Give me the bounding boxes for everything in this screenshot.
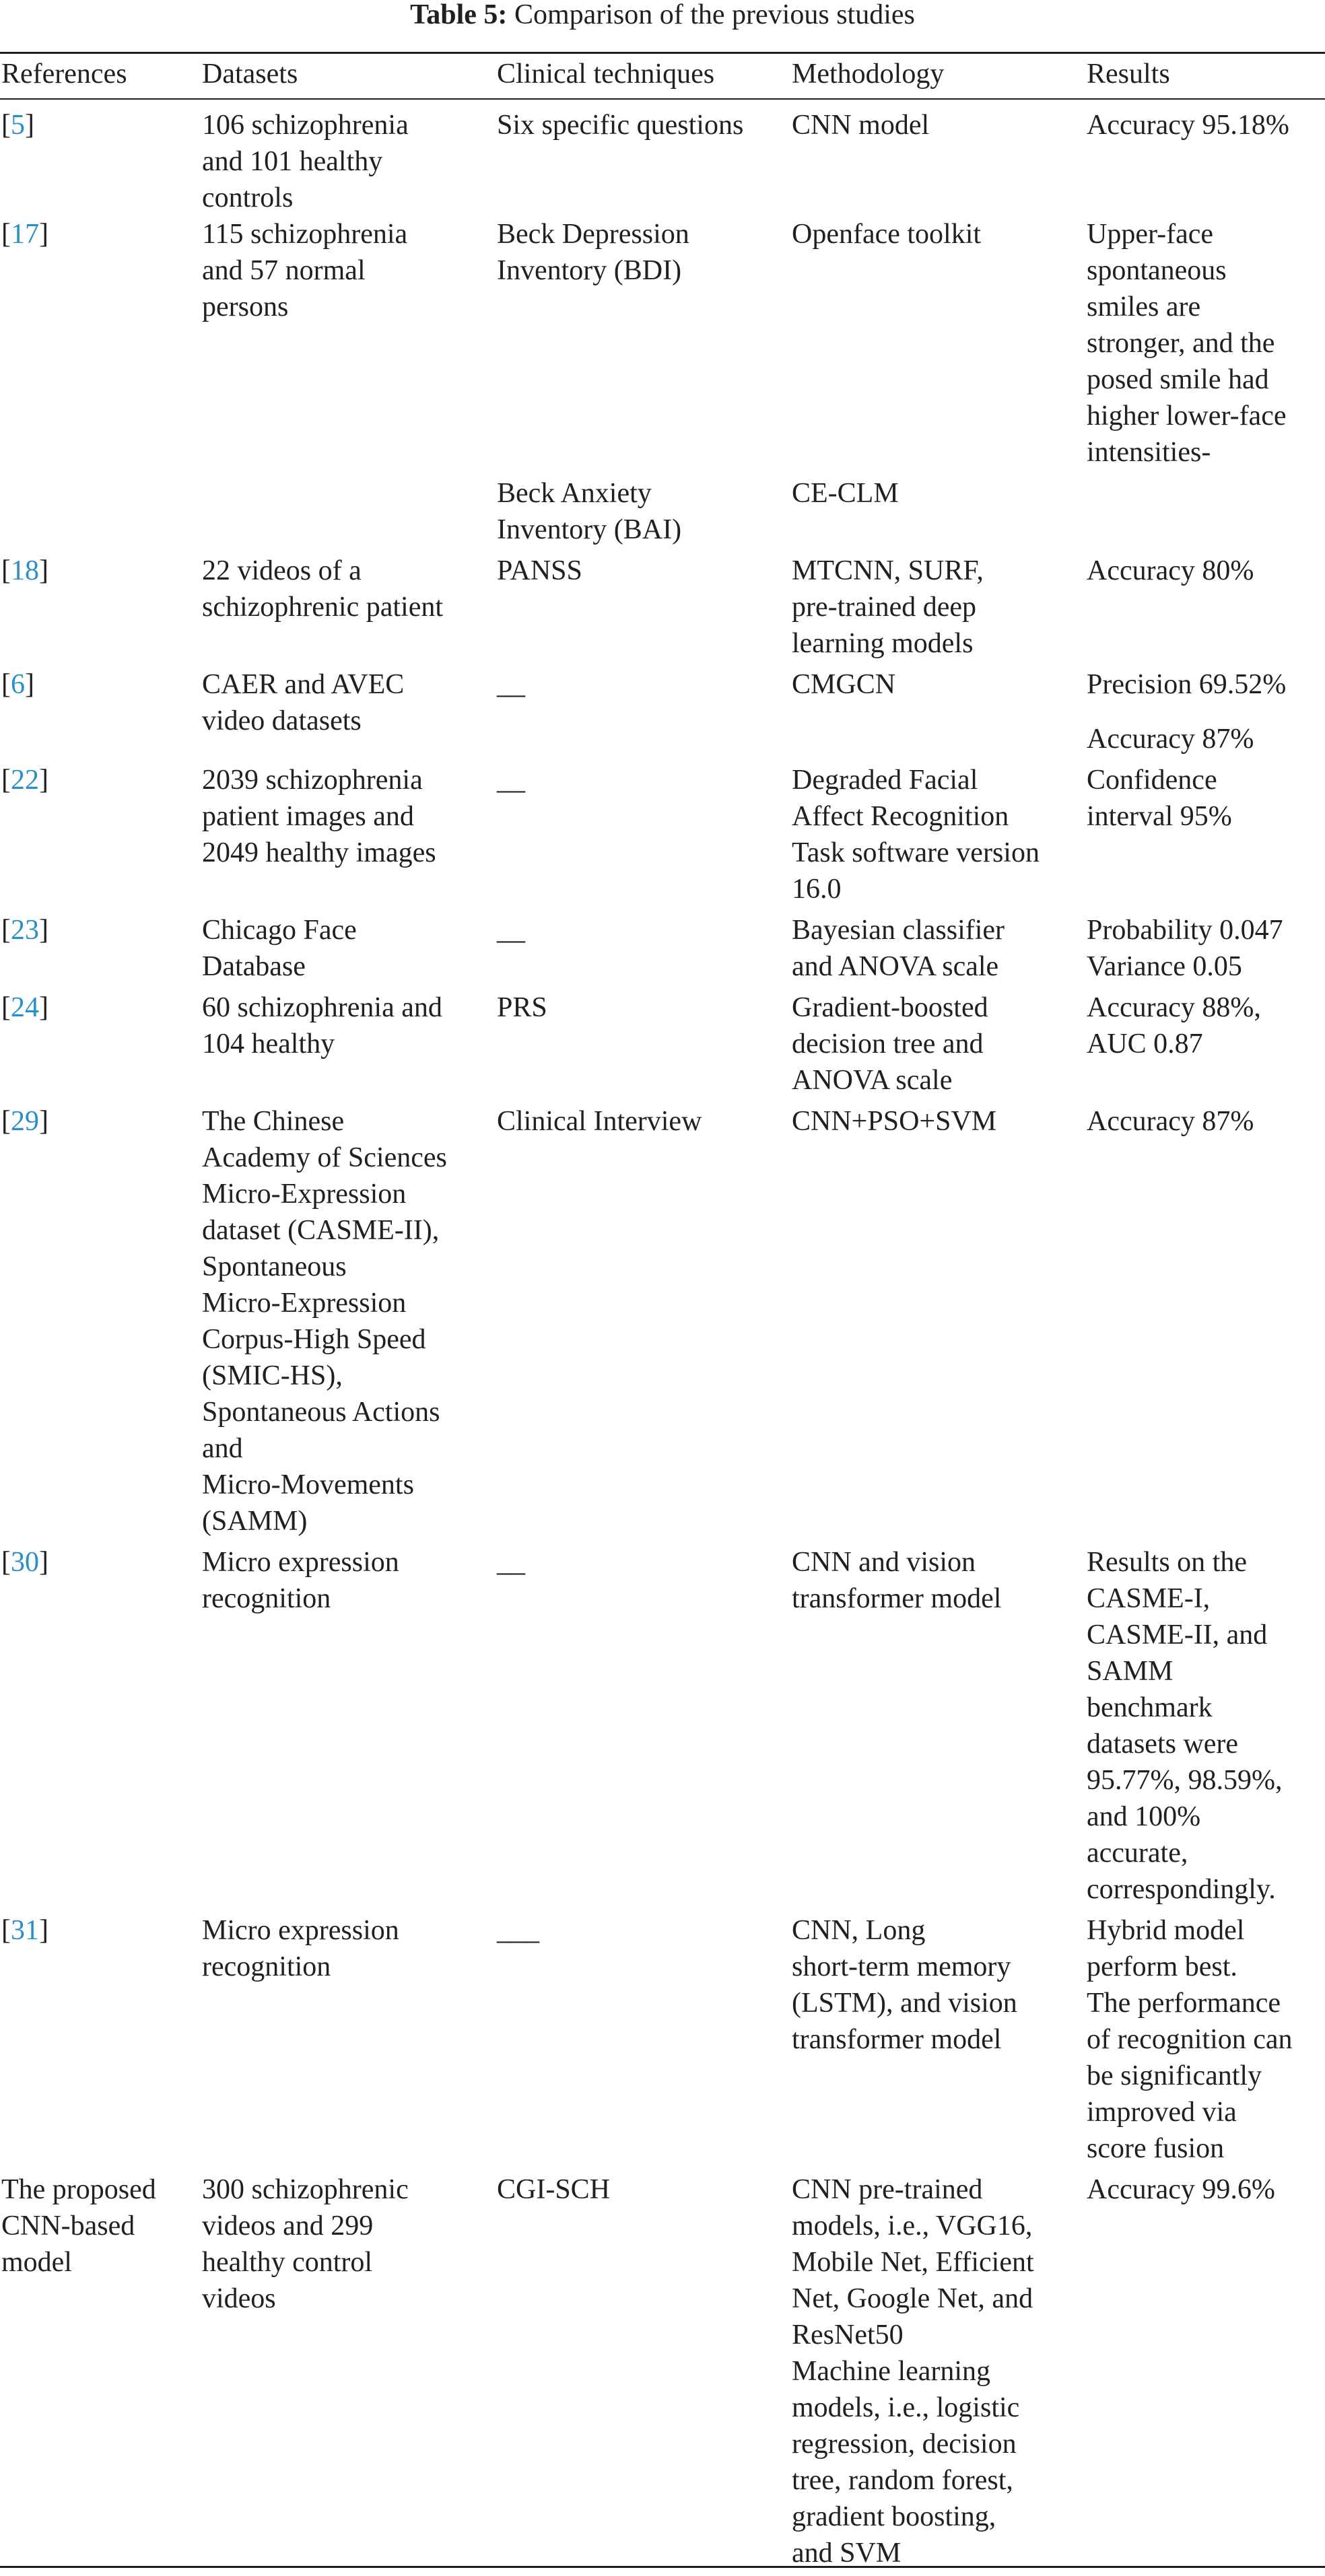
cell-text-line: perform best. bbox=[1087, 1951, 1237, 1982]
cell-text-line: 115 schizophrenia bbox=[202, 219, 408, 250]
cell-text-line: Accuracy 80% bbox=[1087, 555, 1254, 586]
cell-text-line: Results on the bbox=[1087, 1547, 1247, 1578]
cell-text-line: __ bbox=[497, 669, 525, 700]
cell-methodology bbox=[790, 912, 1085, 989]
cell-text-line: PANSS bbox=[497, 555, 582, 586]
table-row bbox=[0, 98, 1325, 216]
cell-reference bbox=[0, 2171, 201, 2576]
cell-text-line: patient images and bbox=[202, 801, 414, 832]
cell-text-line: gradient boosting, bbox=[792, 2501, 996, 2532]
cell-text-line: smiles are bbox=[1087, 291, 1201, 322]
cell-text-line: pre-trained deep bbox=[792, 592, 977, 623]
cell-text-line: ANOVA scale bbox=[792, 1065, 953, 1096]
cell-methodology bbox=[790, 989, 1085, 1103]
cell-text-line: 106 schizophrenia bbox=[202, 110, 409, 141]
cell-text-line: Gradient-boosted bbox=[792, 992, 988, 1023]
cell-methodology bbox=[790, 2171, 1085, 2576]
citation-link[interactable]: 29 bbox=[11, 1106, 39, 1137]
cell-text-line: CNN+PSO+SVM bbox=[792, 1106, 997, 1137]
cell-clinical-technique bbox=[496, 1103, 790, 1544]
header-methodology: Methodology bbox=[792, 59, 945, 90]
cell-text-line: Micro expression bbox=[202, 1915, 399, 1946]
table-row bbox=[0, 1912, 1325, 2171]
cell-text-line: Task software version bbox=[792, 837, 1040, 868]
cell-text-line: ___ bbox=[497, 1915, 539, 1946]
cell-text-line: Clinical Interview bbox=[497, 1106, 702, 1137]
header-row bbox=[0, 54, 1325, 98]
cell-text-line: and 101 healthy bbox=[202, 146, 383, 177]
cell-text-line: recognition bbox=[202, 1583, 331, 1614]
cell-text-line: (SAMM) bbox=[202, 1506, 308, 1537]
cell-text-line: and 57 normal bbox=[202, 255, 366, 286]
cell-text-line: schizophrenic patient bbox=[202, 592, 444, 623]
citation-link[interactable]: 31 bbox=[11, 1915, 39, 1946]
cell-results bbox=[1085, 553, 1325, 666]
table-row bbox=[0, 2171, 1325, 2576]
cell-text-line: Six specific questions bbox=[497, 110, 744, 141]
cell-text-line: regression, decision bbox=[792, 2429, 1017, 2460]
cell-text-line: The performance bbox=[1087, 1988, 1281, 2019]
citation-link[interactable]: 24 bbox=[11, 992, 39, 1023]
cell-clinical-technique bbox=[496, 2171, 790, 2576]
cell-text-line: Net, Google Net, and bbox=[792, 2283, 1033, 2314]
cell-clinical-technique bbox=[496, 762, 790, 912]
cell-text-line: of recognition can bbox=[1087, 2024, 1293, 2055]
cell-text-line: Micro-Expression bbox=[202, 1179, 407, 1210]
cell-text-line: Corpus-High Speed bbox=[202, 1324, 426, 1355]
cell-reference: [6] bbox=[1, 669, 34, 700]
cell-reference: [18] bbox=[1, 555, 48, 586]
cell-text-line: Upper-face bbox=[1087, 219, 1214, 250]
cell-text-line: 16.0 bbox=[792, 874, 842, 905]
table-row bbox=[0, 475, 1325, 553]
cell-clinical-technique bbox=[496, 1912, 790, 2171]
cell-text-line: Spontaneous Actions bbox=[202, 1397, 440, 1428]
cell-text-line: Bayesian classifier bbox=[792, 915, 1005, 946]
cell-reference: [23] bbox=[1, 915, 48, 946]
cell-clinical-technique bbox=[496, 216, 790, 475]
cell-text-line: (LSTM), and vision bbox=[792, 1988, 1017, 2019]
cell-datasets bbox=[201, 1912, 496, 2171]
cell-text-line: dataset (CASME-II), bbox=[202, 1215, 440, 1246]
cell-text-line: 300 schizophrenic bbox=[202, 2174, 409, 2205]
cell-text-line: __ bbox=[497, 765, 525, 796]
cell-text-line: Inventory (BDI) bbox=[497, 255, 682, 286]
cell-reference: [29] bbox=[1, 1106, 48, 1137]
cell-results bbox=[1085, 989, 1325, 1103]
table-row bbox=[0, 1103, 1325, 1544]
cell-text-line: Accuracy 87% bbox=[1087, 724, 1254, 755]
cell-text-line: tree, random forest, bbox=[792, 2465, 1013, 2496]
citation-link[interactable]: 5 bbox=[11, 110, 25, 141]
cell-text-line: and ANOVA scale bbox=[792, 951, 999, 982]
cell-results bbox=[1085, 762, 1325, 912]
cell-text-line: spontaneous bbox=[1087, 255, 1227, 286]
cell-datasets bbox=[201, 762, 496, 912]
cell-clinical-technique bbox=[496, 475, 790, 553]
cell-text-line: and SVM bbox=[792, 2538, 902, 2569]
cell-datasets bbox=[201, 989, 496, 1103]
cell-clinical-technique bbox=[496, 98, 790, 216]
comparison-table bbox=[0, 54, 1325, 2576]
cell-text-line: CNN model bbox=[792, 110, 930, 141]
cell-reference: [31] bbox=[1, 1915, 48, 1946]
cell-results bbox=[1085, 216, 1325, 475]
cell-text-line: The Chinese bbox=[202, 1106, 345, 1137]
cell-text-line: benchmark bbox=[1087, 1692, 1213, 1723]
cell-text-line: Accuracy 95.18% bbox=[1087, 110, 1289, 141]
cell-results bbox=[1085, 475, 1325, 553]
cell-text-line: intensities- bbox=[1087, 437, 1211, 468]
cell-text-line: models, i.e., VGG16, bbox=[792, 2211, 1033, 2241]
cell-text-line: interval 95% bbox=[1087, 801, 1232, 832]
cell-reference: [22] bbox=[1, 765, 48, 796]
cell-text-line: higher lower-face bbox=[1087, 401, 1287, 431]
cell-results bbox=[1085, 98, 1325, 216]
cell-text-line: models, i.e., logistic bbox=[792, 2392, 1020, 2423]
header-results: Results bbox=[1087, 59, 1170, 90]
cell-text-line: Chicago Face bbox=[202, 915, 357, 946]
cell-text-line: 2039 schizophrenia bbox=[202, 765, 423, 796]
cell-datasets bbox=[201, 912, 496, 989]
citation-link[interactable]: 23 bbox=[11, 915, 39, 946]
citation-link[interactable]: 6 bbox=[11, 669, 25, 700]
cell-text-line: posed smile had bbox=[1087, 364, 1269, 395]
cell-text-line: Beck Depression bbox=[497, 219, 689, 250]
cell-methodology bbox=[790, 98, 1085, 216]
cell-text-line: CNN and vision bbox=[792, 1547, 976, 1578]
cell-text-line: datasets were bbox=[1087, 1729, 1239, 1760]
table-row bbox=[0, 666, 1325, 762]
cell-text-line: Mobile Net, Efficient bbox=[792, 2247, 1034, 2278]
cell-reference: [30] bbox=[1, 1547, 48, 1578]
cell-clinical-technique bbox=[496, 1544, 790, 1912]
citation-link[interactable]: 30 bbox=[11, 1547, 39, 1578]
cell-clinical-technique bbox=[496, 912, 790, 989]
cell-text-line: ResNet50 bbox=[792, 2320, 904, 2351]
table-caption-label: Table 5: bbox=[410, 0, 508, 30]
cell-clinical-technique bbox=[496, 989, 790, 1103]
cell-text-line: CAER and AVEC bbox=[202, 669, 405, 700]
cell-text-line: persons bbox=[202, 291, 289, 322]
cell-text-line: CGI-SCH bbox=[497, 2174, 611, 2205]
cell-reference: [5] bbox=[1, 110, 34, 141]
cell-text-line: Accuracy 99.6% bbox=[1087, 2174, 1275, 2205]
cell-text-line: PRS bbox=[497, 992, 547, 1023]
cell-datasets bbox=[201, 1103, 496, 1544]
header-clinical-techniques: Clinical techniques bbox=[497, 59, 715, 90]
cell-reference bbox=[0, 475, 201, 553]
header-references: References bbox=[1, 59, 127, 90]
cell-text-line: Micro expression bbox=[202, 1547, 399, 1578]
cell-text-line: SAMM bbox=[1087, 1656, 1174, 1687]
citation-link[interactable]: 18 bbox=[11, 555, 39, 586]
cell-text-line: CE-CLM bbox=[792, 478, 899, 509]
table-row bbox=[0, 989, 1325, 1103]
cell-text-line: Openface toolkit bbox=[792, 219, 982, 250]
cell-text-line: 22 videos of a bbox=[202, 555, 362, 586]
cell-text-line: Precision 69.52% bbox=[1087, 669, 1287, 700]
cell-text-line: __ bbox=[497, 915, 525, 946]
cell-text-line: videos and 299 bbox=[202, 2211, 374, 2241]
cell-text-line: Accuracy 88%, bbox=[1087, 992, 1261, 1023]
cell-text-line: CMGCN bbox=[792, 669, 896, 700]
cell-text-line: learning models bbox=[792, 628, 974, 659]
cell-text-line: score fusion bbox=[1087, 2133, 1225, 2164]
cell-text-line: CNN pre-trained bbox=[792, 2174, 983, 2205]
cell-text-line: Inventory (BAI) bbox=[497, 514, 682, 545]
cell-clinical-technique bbox=[496, 666, 790, 762]
cell-datasets bbox=[201, 216, 496, 475]
cell-results bbox=[1085, 666, 1325, 762]
cell-results bbox=[1085, 1103, 1325, 1544]
cell-results bbox=[1085, 2171, 1325, 2576]
cell-text-line: Variance 0.05 bbox=[1087, 951, 1242, 982]
cell-datasets bbox=[201, 475, 496, 553]
table-caption-text: Comparison of the previous studies bbox=[514, 0, 915, 30]
cell-text-line: controls bbox=[202, 182, 294, 213]
cell-text-line: and bbox=[202, 1433, 243, 1464]
reference-text-line: CNN-based bbox=[1, 2211, 135, 2241]
cell-datasets bbox=[201, 553, 496, 666]
cell-text-line: CNN, Long bbox=[792, 1915, 926, 1946]
reference-text-line: The proposed bbox=[1, 2174, 156, 2205]
cell-text-line: Database bbox=[202, 951, 306, 982]
table-caption bbox=[0, 0, 1325, 35]
cell-results bbox=[1085, 1544, 1325, 1912]
cell-methodology bbox=[790, 666, 1085, 762]
cell-text-line: accurate, bbox=[1087, 1838, 1188, 1869]
table-row bbox=[0, 912, 1325, 989]
cell-datasets bbox=[201, 1544, 496, 1912]
cell-text-line: CASME-II, and bbox=[1087, 1620, 1268, 1650]
cell-methodology bbox=[790, 762, 1085, 912]
cell-text-line: decision tree and bbox=[792, 1029, 984, 1059]
cell-text-line: 104 healthy bbox=[202, 1029, 335, 1059]
cell-text-line: Accuracy 87% bbox=[1087, 1106, 1254, 1137]
cell-clinical-technique bbox=[496, 553, 790, 666]
cell-text-line: Micro-Expression bbox=[202, 1288, 407, 1319]
cell-text-line: Degraded Facial bbox=[792, 765, 978, 796]
cell-results bbox=[1085, 912, 1325, 989]
cell-text-line: short-term memory bbox=[792, 1951, 1011, 1982]
cell-datasets bbox=[201, 2171, 496, 2576]
cell-text-line: CASME-I, bbox=[1087, 1583, 1211, 1614]
cell-text-line: __ bbox=[497, 1547, 525, 1578]
citation-link[interactable]: 17 bbox=[11, 219, 39, 250]
cell-methodology bbox=[790, 553, 1085, 666]
cell-text-line: Affect Recognition bbox=[792, 801, 1009, 832]
cell-text-line: transformer model bbox=[792, 2024, 1002, 2055]
table-body bbox=[0, 98, 1325, 2576]
cell-text-line: Machine learning bbox=[792, 2356, 991, 2387]
cell-text-line: Micro-Movements bbox=[202, 1469, 414, 1500]
cell-methodology bbox=[790, 216, 1085, 475]
table-row bbox=[0, 762, 1325, 912]
citation-link[interactable]: 22 bbox=[11, 765, 39, 796]
cell-results bbox=[1085, 1912, 1325, 2171]
cell-text-line: be significantly bbox=[1087, 2060, 1262, 2091]
table-row bbox=[0, 216, 1325, 475]
cell-reference: [24] bbox=[1, 992, 48, 1023]
cell-text-line: 95.77%, 98.59%, bbox=[1087, 1765, 1283, 1796]
cell-text-line: videos bbox=[202, 2283, 276, 2314]
cell-text-line: 2049 healthy images bbox=[202, 837, 436, 868]
cell-text-line: improved via bbox=[1087, 2097, 1237, 2128]
cell-text-line: Hybrid model bbox=[1087, 1915, 1245, 1946]
cell-text-line: and 100% bbox=[1087, 1801, 1201, 1832]
cell-text-line: (SMIC-HS), bbox=[202, 1360, 343, 1391]
cell-text-line: recognition bbox=[202, 1951, 331, 1982]
header-datasets: Datasets bbox=[202, 59, 298, 90]
cell-text-line: video datasets bbox=[202, 705, 362, 736]
table-row bbox=[0, 1544, 1325, 1912]
cell-text-line: healthy control bbox=[202, 2247, 373, 2278]
cell-text-line: Confidence bbox=[1087, 765, 1217, 796]
cell-methodology bbox=[790, 1912, 1085, 2171]
cell-datasets bbox=[201, 98, 496, 216]
cell-text-line bbox=[1087, 703, 1322, 721]
cell-text-line: AUC 0.87 bbox=[1087, 1029, 1203, 1059]
cell-text-line: 60 schizophrenia and bbox=[202, 992, 442, 1023]
cell-methodology bbox=[790, 1544, 1085, 1912]
cell-text-line: Probability 0.047 bbox=[1087, 915, 1283, 946]
cell-text-line: MTCNN, SURF, bbox=[792, 555, 984, 586]
cell-text-line: Spontaneous bbox=[202, 1251, 347, 1282]
cell-methodology bbox=[790, 1103, 1085, 1544]
cell-methodology bbox=[790, 475, 1085, 553]
cell-text-line: stronger, and the bbox=[1087, 328, 1275, 359]
cell-text-line: Academy of Sciences bbox=[202, 1142, 447, 1173]
cell-datasets bbox=[201, 666, 496, 762]
cell-reference: [17] bbox=[1, 219, 48, 250]
cell-text-line: transformer model bbox=[792, 1583, 1002, 1614]
cell-text-line: correspondingly. bbox=[1087, 1874, 1276, 1905]
reference-text-line: model bbox=[1, 2247, 72, 2278]
table-row bbox=[0, 553, 1325, 666]
cell-text-line: Beck Anxiety bbox=[497, 478, 652, 509]
